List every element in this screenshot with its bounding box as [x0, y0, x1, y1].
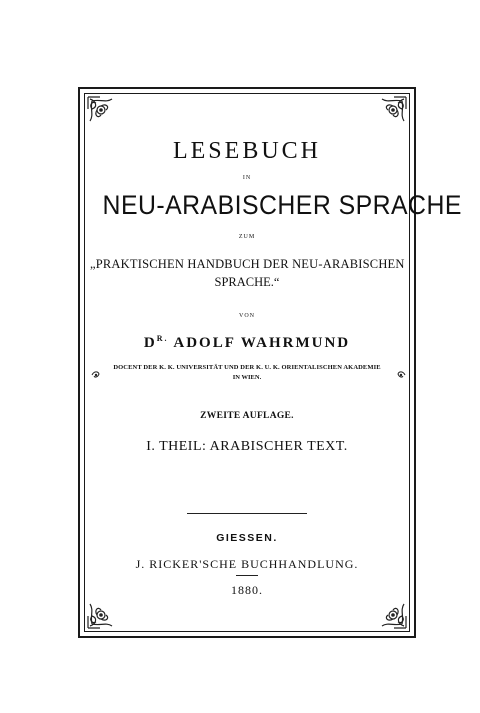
corner-ornament-bottom-left-icon — [86, 596, 120, 630]
author-prefix: D — [143, 335, 157, 351]
edition: ZWEITE AUFLAGE. — [200, 411, 294, 421]
author-fullname: ADOLF WAHRMUND — [168, 335, 351, 351]
divider-rule — [187, 513, 307, 514]
publisher: J. RICKER'SCHE BUCHHANDLUNG. — [135, 557, 359, 571]
book-title: LESEBUCH — [172, 138, 321, 164]
publication-year: 1880. — [231, 583, 263, 597]
author-role-line-1: DOCENT DER K. K. UNIVERSITÄT UND DER K. U. K. ORIENTALISCHEN AKADEMIE — [113, 364, 381, 371]
inner-frame — [84, 93, 462, 632]
short-divider-rule — [236, 575, 258, 576]
author-prefix-sup: R. — [156, 334, 169, 343]
main-title: NEU-ARABISCHER SPRACHE — [102, 190, 462, 220]
corner-ornament-top-left-icon — [86, 95, 120, 129]
corner-ornament-bottom-right-icon — [374, 596, 408, 630]
connector-in: IN — [242, 175, 252, 181]
corner-ornament-top-right-icon — [374, 95, 408, 129]
connector-von: VON — [239, 313, 255, 319]
subtitle-line-2: SPRACHE.“ — [214, 275, 280, 289]
connector-zum: ZUM — [238, 234, 256, 240]
publication-city: GIESSEN. — [216, 532, 278, 544]
author-name — [90, 334, 404, 352]
subtitle-line-1: „PRAKTISCHEN HANDBUCH DER NEU-ARABISCHEN — [90, 257, 405, 271]
author-role-line-2: IN WIEN. — [232, 374, 262, 381]
part-title: I. THEIL: ARABISCHER TEXT. — [146, 439, 348, 454]
